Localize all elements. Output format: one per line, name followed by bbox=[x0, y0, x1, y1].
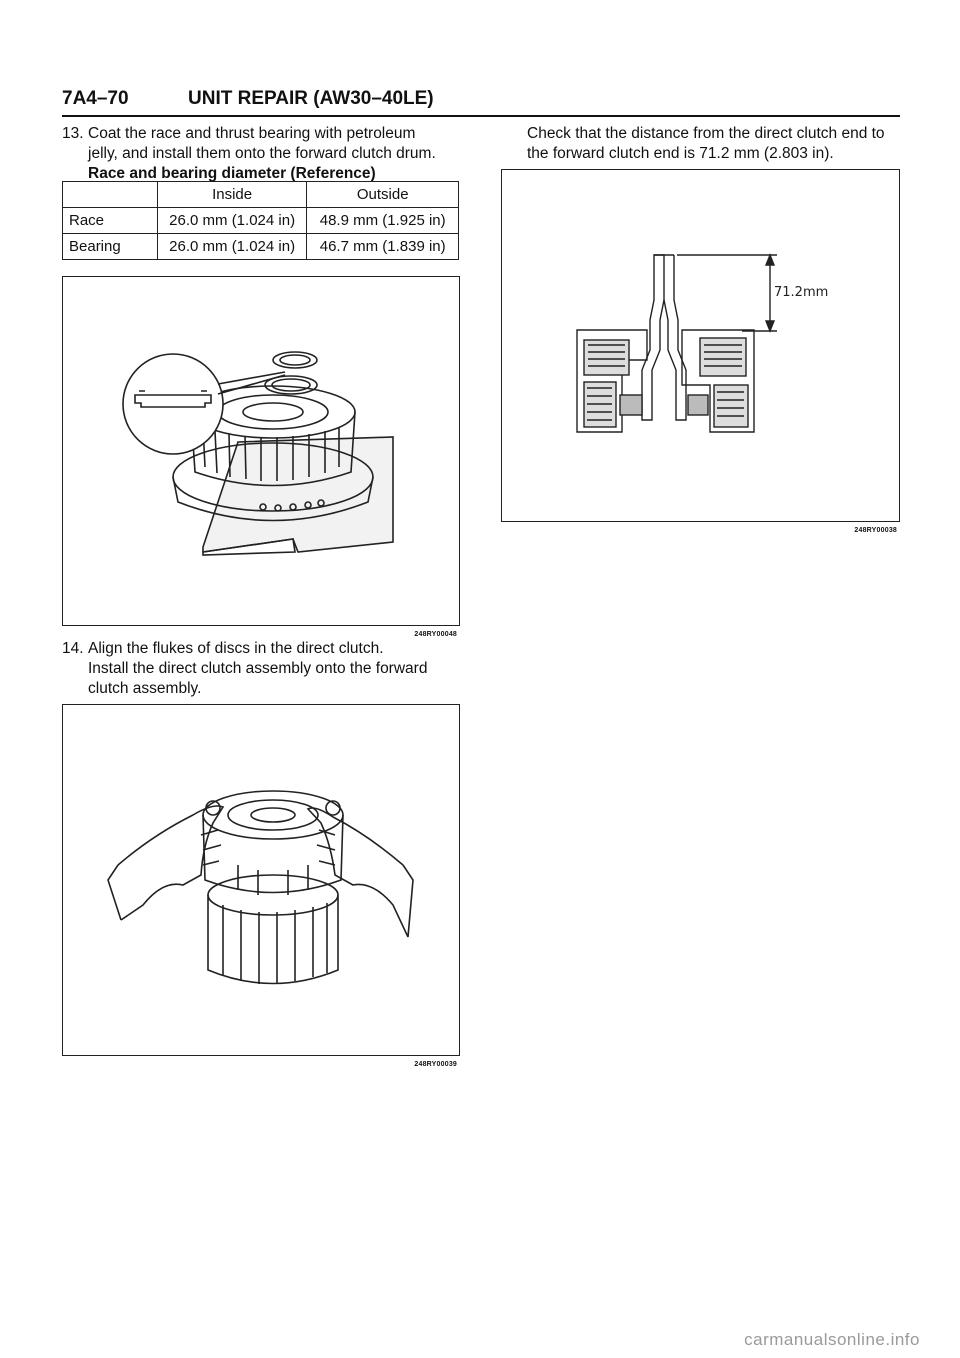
step-14-line1: Align the flukes of discs in the direct clutch. bbox=[88, 640, 384, 657]
install-illustration bbox=[63, 705, 459, 1055]
table-title: Race and bearing diameter (Reference) bbox=[88, 165, 376, 182]
figure-race-bearing bbox=[62, 276, 460, 638]
table-row bbox=[63, 234, 459, 260]
table-cell: Race bbox=[63, 208, 158, 234]
table-header-cell: Outside bbox=[307, 182, 459, 208]
check-line1: Check that the distance from the direct clutch end to bbox=[527, 125, 885, 142]
step-14-number: 14. bbox=[62, 640, 84, 657]
page-header bbox=[62, 88, 900, 116]
step-14-line2: Install the direct clutch assembly onto the forward bbox=[88, 660, 428, 677]
figure-code: 248RY00038 bbox=[854, 527, 897, 534]
step-13 bbox=[62, 124, 459, 184]
step-13-line2: jelly, and install them onto the forward clutch drum. bbox=[88, 145, 436, 162]
figure-code: 248RY00048 bbox=[414, 631, 457, 638]
table-cell: 48.9 mm (1.925 in) bbox=[307, 208, 459, 234]
table-cell: 26.0 mm (1.024 in) bbox=[157, 208, 307, 234]
step-13-line1: Coat the race and thrust bearing with petroleum bbox=[88, 125, 416, 142]
step-14 bbox=[62, 639, 459, 699]
dimension-label: 71.2mm bbox=[774, 285, 829, 300]
table-cell: Bearing bbox=[63, 234, 158, 260]
table-row bbox=[63, 208, 459, 234]
table-header-cell bbox=[63, 182, 158, 208]
table-header-row bbox=[63, 182, 459, 208]
race-bearing-illustration bbox=[63, 277, 459, 625]
table-cell: 46.7 mm (1.839 in) bbox=[307, 234, 459, 260]
figure-install-direct-clutch bbox=[62, 704, 460, 1068]
step-13-number: 13. bbox=[62, 125, 84, 142]
figure-code: 248RY00039 bbox=[414, 1061, 457, 1068]
cross-section-illustration bbox=[502, 170, 899, 521]
check-distance-note bbox=[527, 124, 900, 164]
check-line2: the forward clutch end is 71.2 mm (2.803 in). bbox=[527, 145, 834, 162]
header-rule bbox=[62, 115, 900, 117]
page-title: UNIT REPAIR (AW30–40LE) bbox=[188, 88, 434, 109]
section-code: 7A4–70 bbox=[62, 88, 129, 109]
table-header-cell: Inside bbox=[157, 182, 307, 208]
watermark: carmanualsonline.info bbox=[744, 1330, 920, 1349]
figure-cross-section bbox=[501, 169, 900, 534]
step-14-line3: clutch assembly. bbox=[88, 680, 202, 697]
race-bearing-table bbox=[62, 181, 459, 260]
table-cell: 26.0 mm (1.024 in) bbox=[157, 234, 307, 260]
